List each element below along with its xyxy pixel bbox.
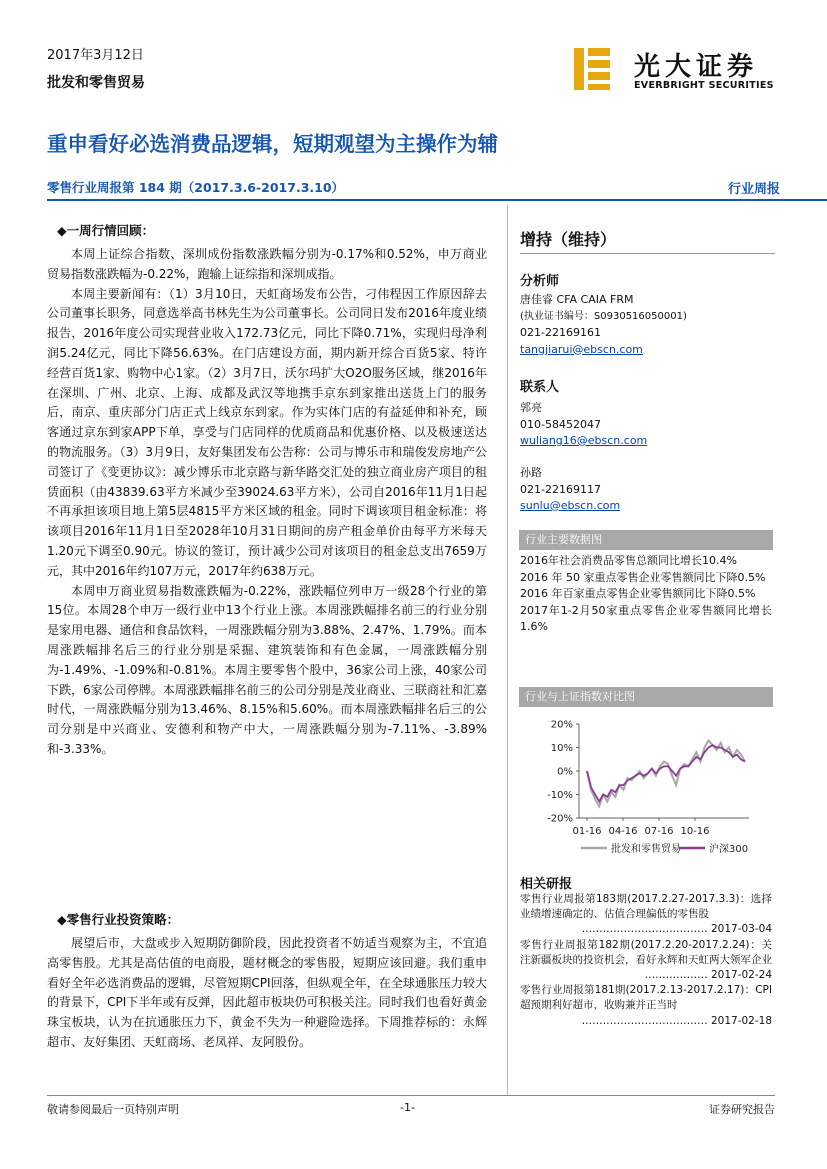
- y-tick-label: -10%: [547, 790, 573, 801]
- related-heading: 相关研报: [520, 877, 573, 892]
- strategy-text: [47, 934, 487, 1053]
- rating-divider: [520, 253, 775, 254]
- series-line-retail: [587, 741, 745, 807]
- related-report-title: 零售行业周报第182期(2017.2.20-2017.2.24)：关注新疆板块的投资机会，看好永辉和天虹两大领军企业: [520, 938, 772, 966]
- analyst-phone: 021-22169161: [520, 326, 601, 339]
- rating: 增持（维持）: [520, 230, 617, 249]
- related-report-title: 零售行业周报第183期(2017.2.27-2017.3.3)：选择业绩增速确定的、估值合理偏低的零售股: [520, 893, 772, 921]
- chart-heading: 行业与上证指数对比图: [519, 687, 773, 707]
- paragraph: 本周上证综合指数、深圳成份指数涨跌幅分别为-0.17%和0.52%，申万商业贸易指数涨跌幅为-0.22%，跑输上证综指和深圳成指。: [47, 247, 487, 281]
- footer-divider: [47, 1095, 775, 1096]
- contact-2: [520, 465, 620, 515]
- footer-report-label: 证券研究报告: [709, 1103, 775, 1116]
- paragraph: 本周主要新闻有：（1）3月10日，天虹商场发布公告，刁伟程因工作原因辞去公司董事长职务，同意选举高书林先生为公司董事长。公司同日发布2016年度业绩报告，2016年度公司实现营业收入172.73亿元，同比下降0.71%，实现归母净利润5.24亿元，同比下降56.63%。在门店建设方面，期内新开综合百货5家、特许经营百货1家、购物中心1家。（2）3月7日，沃尔玛扩大O2O服务区域，继2016年在深圳、广州、北京、上海、成都及武汉等地携手京东到家推出送货上门的服务后，南京、重庆部分门店正式上线京东到家。作为实体门店的有益延伸和补充，顾客通过京东到家APP下单，享受与门店同样的优质商品和优惠价格、以及极速送达的物流服务。（3）3月9日，友好集团发布公告称：公司与博乐市和瑞俊发房地产公司签订了《变更协议》：减少博乐市北京路与新华路交汇处的独立商业房产项目的租赁面积（由43839.63平方米减少至39024.63平方米），公司自2016年11月1日起不再承担该项目地上第5层4815平方米区域的租金。同时下调该项目租金标准：将该项目2016年11月1日至2028年10月31日期间的房产租金单价由每平方米每天1.20元下调至0.90元。协议的签订，预计减少公司对该项目的租金总支出7659万元，其中2016年约107万元，2017年约638万元。: [47, 286, 487, 578]
- contact-name: 郭亮: [520, 401, 542, 414]
- analyst-email-link[interactable]: tangjiarui@ebscn.com: [520, 342, 643, 356]
- related-report-date: ……………………………… 2017-03-04: [581, 923, 772, 936]
- legend-label: 沪深300: [709, 844, 749, 855]
- report-type: 行业周报: [727, 182, 780, 197]
- stat-item: 2016年社会消费品零售总额同比增长10.4%: [520, 554, 737, 567]
- y-tick-label: 10%: [550, 743, 573, 754]
- stat-item: 2016 年百家重点零售企业零售额同比下降0.5%: [520, 587, 756, 600]
- related-report[interactable]: [520, 892, 772, 938]
- stats-heading: 行业主要数据图: [519, 530, 773, 550]
- y-tick-label: 0%: [557, 766, 573, 778]
- related-report-date: ……………………………… 2017-02-18: [581, 1014, 772, 1027]
- section-heading-market-review: ◆一周行情回顾：: [57, 223, 155, 238]
- contact-1: [520, 400, 647, 450]
- company-logo: [572, 46, 632, 92]
- page-title: 重申看好必选消费品逻辑，短期观望为主操作为辅: [47, 132, 498, 156]
- legend-label: 批发和零售贸易: [611, 844, 681, 855]
- page-number: -1-: [400, 1101, 415, 1114]
- x-tick-label: 01-16: [572, 826, 602, 837]
- analyst-info: [520, 292, 687, 358]
- report-subtitle: 零售行业周报第 184 期（2017.3.6-2017.3.10）: [47, 180, 345, 195]
- footer-disclaimer: 敬请参阅最后一页特别声明: [47, 1103, 179, 1116]
- company-name-cn: 光大证券: [634, 52, 759, 82]
- market-review-text: [47, 245, 487, 760]
- related-report[interactable]: [520, 983, 772, 1029]
- contact-name: 孙路: [520, 466, 542, 479]
- analyst-cert: (执业证书编号：S0930516050001): [520, 310, 687, 322]
- x-tick-label: 07-16: [644, 826, 674, 837]
- index-comparison-chart: [519, 712, 775, 862]
- stat-item: 2016 年 50 家重点零售企业零售额同比下降0.5%: [520, 570, 766, 584]
- report-date: 2017年3月12日: [47, 48, 144, 63]
- related-reports: [520, 892, 772, 1029]
- related-report-date: ……………… 2017-02-24: [644, 969, 772, 982]
- sector-label: 批发和零售贸易: [47, 75, 145, 91]
- stat-item: 2017年1-2月50家重点零售企业零售额同比增长1.6%: [520, 603, 772, 633]
- column-divider: [507, 205, 508, 1095]
- related-report[interactable]: [520, 938, 772, 984]
- company-name-en: EVERBRIGHT SECURITIES: [634, 80, 774, 91]
- header-divider: [47, 199, 827, 201]
- analyst-name: 唐佳睿 CFA CAIA FRM: [520, 293, 634, 306]
- y-tick-label: 20%: [550, 719, 573, 731]
- industry-stats: [520, 553, 772, 636]
- y-tick-label: -20%: [547, 813, 573, 825]
- contact-email-link[interactable]: sunlu@ebscn.com: [520, 499, 621, 512]
- contact-heading: 联系人: [520, 380, 560, 395]
- x-tick-label: 04-16: [608, 826, 638, 837]
- section-heading-strategy: ◆零售行业投资策略：: [57, 912, 180, 927]
- x-tick-label: 10-16: [680, 826, 710, 837]
- contact-email-link[interactable]: wuliang16@ebscn.com: [520, 434, 648, 447]
- contact-phone: 010-58452047: [520, 417, 601, 431]
- contact-phone: 021-22169117: [520, 482, 601, 496]
- paragraph: 本周申万商业贸易指数涨跌幅为-0.22%，涨跌幅位列申万一级28个行业的第15位。本周28个申万一级行业中13个行业上涨。本周涨跌幅排名前三的行业分别是家用电器、通信和食品饮料，一周涨跌幅分别为3.88%、2.47%、1.79%。而本周涨跌幅排名后三的行业分别是采掘、建筑装饰和有色金属，一周涨跌幅分别为-1.49%、-1.09%和-0.81%。本周主要零售个股中，36家公司上涨，40家公司下跌，6家公司停牌。本周涨跌幅排名前三的公司分别是茂业商业、三联商社和汇嘉时代，一周涨跌幅分别为13.46%、8.15%和5.60%。而本周涨跌幅排名后三的公司分别是中兴商业、安德利和物产中大，一周涨跌幅分别为-7.11%、-3.89%和-3.33%。: [47, 583, 487, 756]
- related-report-title: 零售行业周报第181期(2017.2.13-2017.2.17)：CPI超预期利好超市，收购兼并正当时: [520, 984, 772, 1012]
- paragraph: 展望后市，大盘或步入短期防御阶段，因此投资者不妨适当观察为主，不宜追高零售股。尤其是高估值的电商股，题材概念的零售股，短期应该回避。我们重申看好全年必选消费品的逻辑，尽管短期CPI回落，但纵观全年，在全球通胀压力较大的背景下，CPI下半年或有反弹，因此超市板块仍可积极关注。同时我们也看好黄金珠宝板块，认为在抗通胀压力下，黄金不失为一种避险选择。下周推荐标的：永辉超市、友好集团、天虹商场、老凤祥、友阿股份。: [47, 936, 487, 1049]
- analyst-heading: 分析师: [520, 274, 560, 289]
